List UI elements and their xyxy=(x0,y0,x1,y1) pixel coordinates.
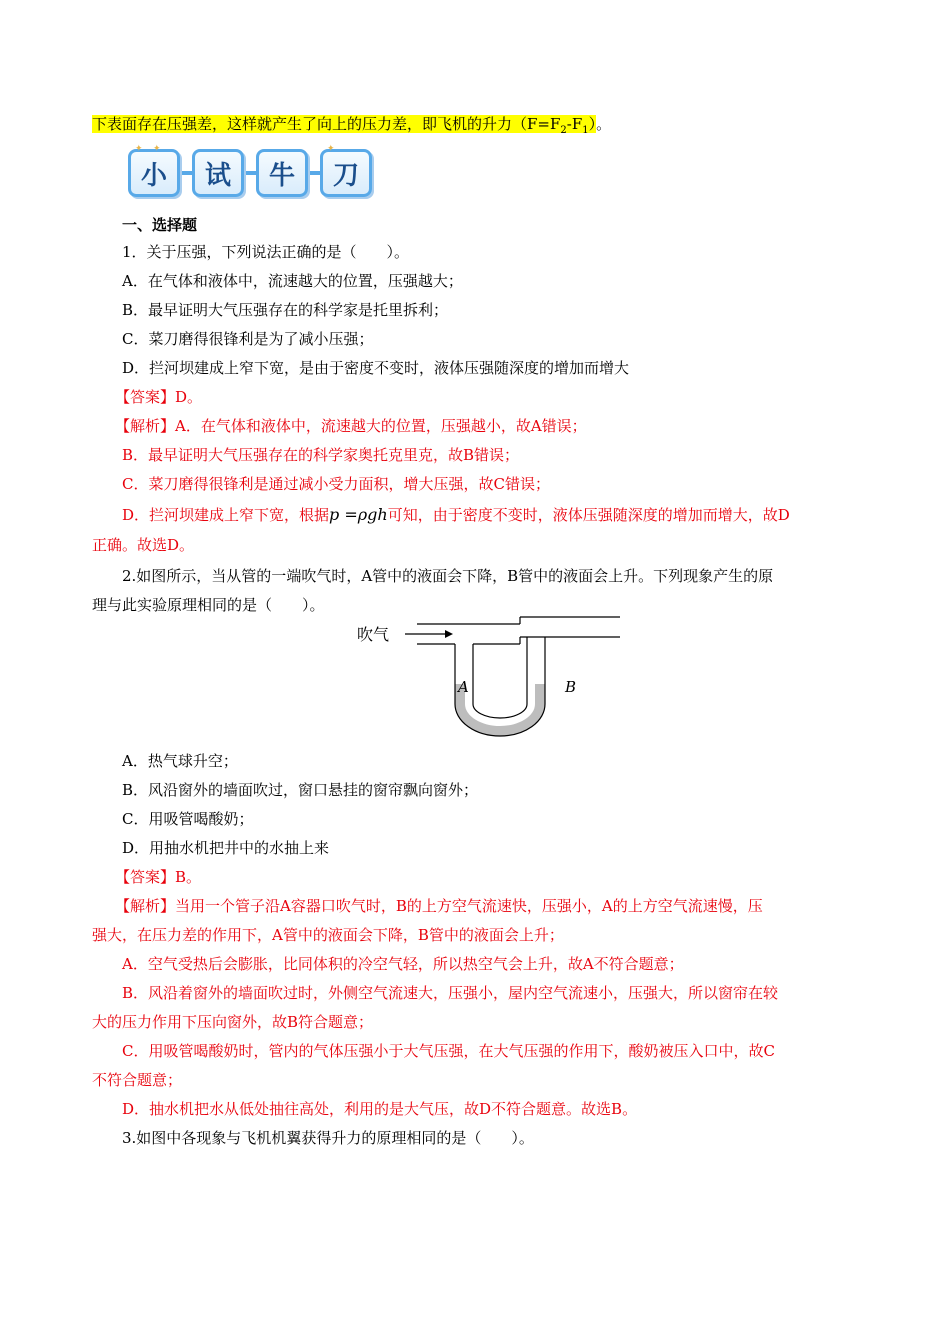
arrow-head-icon xyxy=(445,630,453,638)
q2-option-b: B．风沿窗外的墙面吹过，窗口悬挂的窗帘飘向窗外； xyxy=(122,781,479,799)
q1-analysis-d-end: 正确。故选D。 xyxy=(92,536,195,554)
q1-answer-label: 【答案】 xyxy=(115,388,176,406)
badge-char-2 xyxy=(192,149,244,197)
label-b: B xyxy=(565,678,577,696)
q2-analysis-c1: C．用吸管喝酸奶时，管内的气体压强小于大气压强，在大气压强的作用下，酸奶被压入口中，故C xyxy=(122,1042,775,1060)
q2-analysis-b2: 大的压力作用下压向窗外，故B符合题意； xyxy=(92,1013,374,1031)
badge-char-3-text: 牛 xyxy=(268,160,295,191)
badge-link xyxy=(244,171,256,175)
q1-analysis-b: B．最早证明大气压强存在的科学家奥托克里克，故B错误； xyxy=(122,446,520,464)
q1-stem: 1．关于压强，下列说法正确的是（ ）。 xyxy=(122,243,410,261)
q2-analysis-c2: 不符合题意； xyxy=(92,1071,183,1089)
pressure-formula: p =ρgh xyxy=(329,505,388,524)
q2-analysis-d: D．抽水机把水从低处抽往高处，利用的是大气压，故D不符合题意。故选B。 xyxy=(122,1100,638,1118)
u-tube-svg xyxy=(355,612,625,740)
tube-diagram xyxy=(355,612,625,740)
q2-stem-line1: 2.如图所示，当从管的一端吹气时，A管中的液面会下降，B管中的液面会上升。下列现象产生的原 xyxy=(122,567,774,585)
practice-badge xyxy=(128,144,372,198)
badge-char-3 xyxy=(256,149,308,197)
q1-answer-value: D。 xyxy=(175,388,203,406)
q2-stem-line2: 理与此实验原理相同的是（ ）。 xyxy=(92,596,325,614)
badge-link xyxy=(308,171,320,175)
blow-label: 吹气 xyxy=(357,625,390,644)
q2-analysis-a: A．空气受热后会膨胀，比同体积的冷空气轻，所以热空气会上升，故A不符合题意； xyxy=(122,955,684,973)
q1-option-d: D．拦河坝建成上窄下宽，是由于密度不变时，液体压强随深度的增加而增大 xyxy=(122,359,630,377)
intro-sub2: 2 xyxy=(560,125,567,136)
q1-option-c: C．菜刀磨得很锋利是为了减小压强； xyxy=(122,330,374,348)
q2-option-a: A．热气球升空； xyxy=(122,752,238,770)
badge-char-1-text: 小 xyxy=(140,160,167,191)
q1-analysis-c: C．菜刀磨得很锋利是通过减小受力面积，增大压强，故C错误； xyxy=(122,475,550,493)
u-tube-inner xyxy=(473,637,527,718)
q1-analysis-a xyxy=(115,415,587,437)
badge-char-4-text: 刀 xyxy=(332,160,359,191)
q1-answer xyxy=(115,386,202,408)
intro-sub1: 1 xyxy=(582,125,589,136)
q2-answer-value: B。 xyxy=(175,868,202,886)
intro-minus: -F xyxy=(566,115,583,133)
intro-line xyxy=(92,113,611,142)
q2-analysis-label: 【解析】 xyxy=(115,897,176,915)
intro-text: 下表面存在压强差，这样就产生了向上的压力差，即飞机的升力（F=F xyxy=(92,115,561,133)
intro-tail: 。 xyxy=(596,115,612,133)
section-title: 一、选择题 xyxy=(122,216,198,234)
q2-answer xyxy=(115,866,201,888)
badge-char-2-text: 试 xyxy=(204,160,231,191)
q1-option-b: B．最早证明大气压强存在的科学家是托里拆利； xyxy=(122,301,449,319)
q2-option-d: D．用抽水机把井中的水抽上来 xyxy=(122,839,330,857)
q1-option-a: A．在气体和液体中，流速越大的位置，压强越大； xyxy=(122,272,463,290)
q2-option-c: C．用吸管喝酸奶； xyxy=(122,810,254,828)
q2-analysis-intro xyxy=(115,895,763,917)
intro-highlight xyxy=(92,115,597,136)
q2-analysis-b1: B．风沿着窗外的墙面吹过时，外侧空气流速大，压强小，屋内空气流速小，压强大，所以窗帘在较 xyxy=(122,984,779,1002)
q1-analysis-a-text: A．在气体和液体中，流速越大的位置，压强越小，故A错误； xyxy=(175,417,587,435)
badge-link xyxy=(180,171,192,175)
q1-analysis-label: 【解析】 xyxy=(115,417,176,435)
q3-stem: 3.如图中各现象与飞机机翼获得升力的原理相同的是（ ）。 xyxy=(122,1129,534,1147)
q1-analysis-d-pre: D．拦河坝建成上窄下宽，根据 xyxy=(122,506,330,524)
q1-analysis-d-post: 可知，由于密度不变时，液体压强随深度的增加而增大，故D xyxy=(387,506,790,524)
q2-answer-label: 【答案】 xyxy=(115,868,176,886)
q1-analysis-d xyxy=(122,504,790,526)
intro-close: ） xyxy=(588,115,597,133)
q2-analysis-intro-text: 当用一个管子沿A容器口吹气时，B的上方空气流速快，压强小，A的上方空气流速慢，压 xyxy=(175,897,763,915)
badge-char-1: ✦ ✦ 小 xyxy=(128,149,180,197)
badge-char-4: ✦ 刀 xyxy=(320,149,372,197)
q2-analysis-intro-2: 强大，在压力差的作用下，A管中的液面会下降，B管中的液面会上升； xyxy=(92,926,564,944)
label-a: A xyxy=(458,678,469,696)
